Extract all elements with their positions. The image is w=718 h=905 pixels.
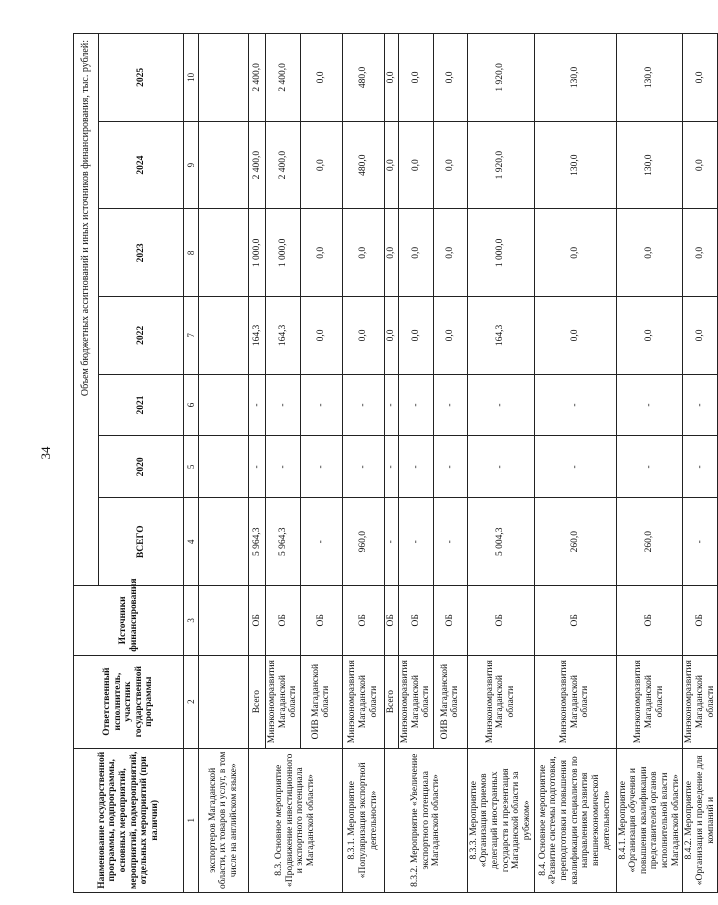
value-2023: 1 000,0 bbox=[249, 209, 266, 297]
row-source: ОБ bbox=[433, 586, 467, 656]
value-2021: - bbox=[266, 374, 301, 436]
value-2023: 0,0 bbox=[683, 209, 718, 297]
value-total: - bbox=[300, 498, 342, 586]
row-responsible: Минэкономразвития Магаданской области bbox=[342, 655, 384, 748]
value-2022: 164,3 bbox=[249, 297, 266, 374]
index-cell: 9 bbox=[184, 121, 199, 209]
rotated-table-area bbox=[73, 33, 716, 893]
value-2023: 0,0 bbox=[616, 209, 683, 297]
value-2025: 130,0 bbox=[616, 34, 683, 122]
value-2021: - bbox=[398, 374, 433, 436]
value-total: - bbox=[433, 498, 467, 586]
value-2023: 1 000,0 bbox=[467, 209, 534, 297]
financing-table bbox=[73, 33, 718, 893]
value-2021: - bbox=[249, 374, 266, 436]
value-2024: 480,0 bbox=[342, 121, 384, 209]
value-2023: 0,0 bbox=[534, 209, 616, 297]
value-2021: - bbox=[433, 374, 467, 436]
row-name: 8.3.1. Мероприятие «Популяризация экспортной деятельности» bbox=[342, 748, 384, 892]
row-responsible: Всего bbox=[384, 655, 398, 748]
value-2020: - bbox=[467, 436, 534, 498]
row-responsible: Всего bbox=[249, 655, 266, 748]
index-cell: 1 bbox=[184, 748, 199, 892]
value-2020: - bbox=[433, 436, 467, 498]
value-total: - bbox=[683, 498, 718, 586]
value-2025: 2 400,0 bbox=[266, 34, 301, 122]
value-2022: 0,0 bbox=[534, 297, 616, 374]
value-2020: - bbox=[398, 436, 433, 498]
value-2021 bbox=[199, 374, 249, 436]
header-funding-group: Объем бюджетных ассигнований и иных источников финансирования, тыс. рублей: bbox=[74, 34, 99, 586]
value-2020: - bbox=[384, 436, 398, 498]
value-total: - bbox=[398, 498, 433, 586]
header-year-total: ВСЕГО bbox=[99, 498, 184, 586]
value-2020 bbox=[199, 436, 249, 498]
row-name: 8.3.2. Мероприятие «Увеличение экспортного потенциала Магаданской области» bbox=[384, 748, 467, 892]
value-2021: - bbox=[683, 374, 718, 436]
row-responsible: Минэкономразвития Магаданской области bbox=[683, 655, 718, 748]
value-2025 bbox=[199, 34, 249, 122]
header-responsible: Ответственный исполнитель, участник государственной программы bbox=[74, 655, 184, 748]
value-2022: 0,0 bbox=[616, 297, 683, 374]
row-name: 8.4.2. Мероприятие «Организация и проведение для компаний и bbox=[683, 748, 718, 892]
table-row bbox=[616, 34, 683, 893]
row-responsible: Минэкономразвития Магаданской области bbox=[467, 655, 534, 748]
value-2022: 164,3 bbox=[266, 297, 301, 374]
value-2022: 0,0 bbox=[300, 297, 342, 374]
value-total: 5 964,3 bbox=[266, 498, 301, 586]
value-2023: 0,0 bbox=[398, 209, 433, 297]
row-source: ОБ bbox=[683, 586, 718, 656]
row-source: ОБ bbox=[300, 586, 342, 656]
value-2023: 1 000,0 bbox=[266, 209, 301, 297]
value-2020: - bbox=[249, 436, 266, 498]
value-2024: 130,0 bbox=[534, 121, 616, 209]
header-source: Источники финансирования bbox=[74, 586, 184, 656]
row-source: ОБ bbox=[616, 586, 683, 656]
value-2024: 0,0 bbox=[384, 121, 398, 209]
value-2020: - bbox=[266, 436, 301, 498]
value-2022: 0,0 bbox=[342, 297, 384, 374]
index-cell: 4 bbox=[184, 498, 199, 586]
value-2025: 0,0 bbox=[398, 34, 433, 122]
value-2021: - bbox=[616, 374, 683, 436]
row-name: 8.3. Основное мероприятие «Продвижение инвестиционного и экспортного потенциала Магаданской области» bbox=[249, 748, 343, 892]
index-cell: 6 bbox=[184, 374, 199, 436]
value-2025: 2 400,0 bbox=[249, 34, 266, 122]
header-year-2024: 2024 bbox=[99, 121, 184, 209]
value-2024: 2 400,0 bbox=[249, 121, 266, 209]
value-2023: 0,0 bbox=[342, 209, 384, 297]
row-responsible: Минэкономразвития Магаданской области bbox=[534, 655, 616, 748]
row-responsible bbox=[199, 655, 249, 748]
row-source: ОБ bbox=[398, 586, 433, 656]
row-name: 8.3.3. Мероприятие «Организация приемов делегаций иностранных государств и презентация Магаданской области за рубежом» bbox=[467, 748, 534, 892]
header-name: Наименование государственной программы, подпрограммы, основных мероприятий, мероприятий, подмероприятий, отдельных мероприятий (при наличии) bbox=[74, 748, 184, 892]
value-total bbox=[199, 498, 249, 586]
table-row bbox=[683, 34, 718, 893]
table-row bbox=[384, 34, 398, 893]
value-total: 260,0 bbox=[534, 498, 616, 586]
value-2023: 0,0 bbox=[384, 209, 398, 297]
value-2024: 2 400,0 bbox=[266, 121, 301, 209]
row-responsible: Минэкономразвития Магаданской области bbox=[266, 655, 301, 748]
value-2025: 1 920,0 bbox=[467, 34, 534, 122]
table-row bbox=[467, 34, 534, 893]
index-cell: 5 bbox=[184, 436, 199, 498]
header-year-2020: 2020 bbox=[99, 436, 184, 498]
value-2020: - bbox=[683, 436, 718, 498]
header-year-2023: 2023 bbox=[99, 209, 184, 297]
row-source: ОБ bbox=[249, 586, 266, 656]
row-source: ОБ bbox=[467, 586, 534, 656]
value-2022: 164,3 bbox=[467, 297, 534, 374]
index-cell: 7 bbox=[184, 297, 199, 374]
page-number: 34 bbox=[38, 446, 53, 460]
value-2021: - bbox=[467, 374, 534, 436]
value-2025: 0,0 bbox=[384, 34, 398, 122]
value-2023 bbox=[199, 209, 249, 297]
header-year-2022: 2022 bbox=[99, 297, 184, 374]
value-2021: - bbox=[300, 374, 342, 436]
index-cell: 8 bbox=[184, 209, 199, 297]
value-2024: 1 920,0 bbox=[467, 121, 534, 209]
table-row bbox=[249, 34, 266, 893]
value-total: 260,0 bbox=[616, 498, 683, 586]
row-source bbox=[199, 586, 249, 656]
row-responsible: Минэкономразвития Магаданской области bbox=[398, 655, 433, 748]
value-2025: 0,0 bbox=[433, 34, 467, 122]
value-2025: 480,0 bbox=[342, 34, 384, 122]
index-cell: 2 bbox=[184, 655, 199, 748]
value-2024: 130,0 bbox=[616, 121, 683, 209]
value-2022: 0,0 bbox=[433, 297, 467, 374]
value-2021: - bbox=[342, 374, 384, 436]
index-cell: 10 bbox=[184, 34, 199, 122]
value-2024: 0,0 bbox=[433, 121, 467, 209]
value-2023: 0,0 bbox=[433, 209, 467, 297]
row-responsible: ОИВ Магаданской области bbox=[300, 655, 342, 748]
index-cell: 3 bbox=[184, 586, 199, 656]
row-name: 8.4. Основное мероприятие «Развитие системы подготовки, переподготовки и повышения квалификации специалистов по направлениям развития внешнеэкономической деятельности» bbox=[534, 748, 616, 892]
row-name: 8.4.1. Мероприятие «Организация обучения и повышения квалификации представителей органов исполнительной власти Магаданской области» bbox=[616, 748, 683, 892]
value-2023: 0,0 bbox=[300, 209, 342, 297]
table-row bbox=[534, 34, 616, 893]
value-2021: - bbox=[384, 374, 398, 436]
value-2022: 0,0 bbox=[683, 297, 718, 374]
row-source: ОБ bbox=[534, 586, 616, 656]
value-total: 5 964,3 bbox=[249, 498, 266, 586]
value-total: - bbox=[384, 498, 398, 586]
value-2025: 130,0 bbox=[534, 34, 616, 122]
value-2021: - bbox=[534, 374, 616, 436]
value-2022: 0,0 bbox=[398, 297, 433, 374]
value-2022: 0,0 bbox=[384, 297, 398, 374]
value-2020: - bbox=[342, 436, 384, 498]
row-source: ОБ bbox=[384, 586, 398, 656]
table-row bbox=[342, 34, 384, 893]
header-year-2021: 2021 bbox=[99, 374, 184, 436]
table-row bbox=[199, 34, 249, 893]
value-2024: 0,0 bbox=[683, 121, 718, 209]
row-source: ОБ bbox=[266, 586, 301, 656]
value-2022 bbox=[199, 297, 249, 374]
row-responsible: ОИВ Магаданской области bbox=[433, 655, 467, 748]
value-2024: 0,0 bbox=[300, 121, 342, 209]
value-2024: 0,0 bbox=[398, 121, 433, 209]
value-2024 bbox=[199, 121, 249, 209]
row-responsible: Минэкономразвития Магаданской области bbox=[616, 655, 683, 748]
value-total: 960,0 bbox=[342, 498, 384, 586]
header-year-2025: 2025 bbox=[99, 34, 184, 122]
value-2020: - bbox=[300, 436, 342, 498]
row-source: ОБ bbox=[342, 586, 384, 656]
value-2025: 0,0 bbox=[300, 34, 342, 122]
value-2020: - bbox=[616, 436, 683, 498]
value-2020: - bbox=[534, 436, 616, 498]
row-name: экспортеров Магаданской области, их товаров и услуг, в том числе на английском языке» bbox=[199, 748, 249, 892]
value-2025: 0,0 bbox=[683, 34, 718, 122]
value-total: 5 004,3 bbox=[467, 498, 534, 586]
